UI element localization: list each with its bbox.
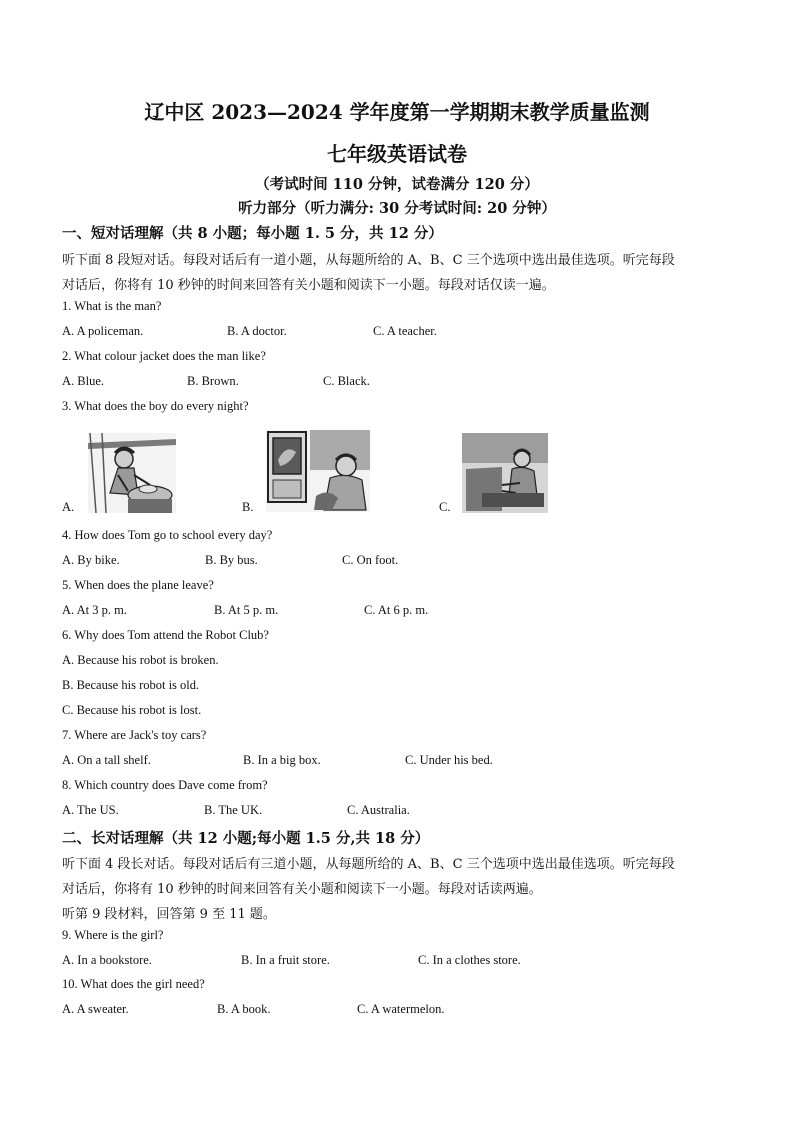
question-6: 6. Why does Tom attend the Robot Club? xyxy=(62,628,269,642)
option-2c: C. Black. xyxy=(323,374,370,388)
option-9c: C. In a clothes store. xyxy=(418,953,521,967)
option-4a: A. By bike. xyxy=(62,553,120,567)
option-9b: B. In a fruit store. xyxy=(241,953,330,967)
section2-heading: 二、长对话理解（共 12 小题;每小题 1.5 分,共 18 分） xyxy=(62,830,430,847)
question-1: 1. What is the man? xyxy=(62,299,162,313)
option-1c: C. A teacher. xyxy=(373,324,437,338)
option-6b: B. Because his robot is old. xyxy=(62,678,200,692)
option-8b: B. The UK. xyxy=(204,803,263,817)
section1-instructions: 对话后，你将有 10 秒钟的时间来回答有关小题和阅读下一小题。每段对话仅读一遍。 xyxy=(62,278,555,293)
exam-info: （考试时间 110 分钟，试卷满分 120 分） xyxy=(255,176,539,193)
section2-instructions: 对话后，你将有 10 秒钟的时间来回答有关小题和阅读下一小题。每段对话读两遍。 xyxy=(62,882,542,897)
question-2: 2. What colour jacket does the man like? xyxy=(62,349,266,363)
option-9a: A. In a bookstore. xyxy=(62,953,152,967)
picture-boy-playing-piano xyxy=(462,433,548,513)
option-8a: A. The US. xyxy=(62,803,119,817)
material-note: 听第 9 段材料，回答第 9 至 11 题。 xyxy=(62,907,276,922)
option-1a: A. A policeman. xyxy=(62,324,144,338)
option-4b: B. By bus. xyxy=(205,553,258,567)
picture-boy-washing-dishes xyxy=(88,433,176,513)
option-1b: B. A doctor. xyxy=(227,324,287,338)
option-6c: C. Because his robot is lost. xyxy=(62,703,202,717)
option-3c: C. xyxy=(439,500,451,514)
option-7b: B. In a big box. xyxy=(243,753,321,767)
option-4c: C. On foot. xyxy=(342,553,399,567)
question-5: 5. When does the plane leave? xyxy=(62,578,214,592)
option-2b: B. Brown. xyxy=(187,374,239,388)
option-5a: A. At 3 p. m. xyxy=(62,603,127,617)
exam-title: 辽中区 2023—2024 学年度第一学期期末教学质量监测 xyxy=(144,100,650,124)
section2-instructions: 听下面 4 段长对话。每段对话后有三道小题，从每题所给的 A、B、C 三个选项中选出最佳选项。听完每段 xyxy=(62,857,675,872)
option-7a: A. On a tall shelf. xyxy=(62,753,151,767)
question-9: 9. Where is the girl? xyxy=(62,928,164,942)
picture-boy-watching-tv xyxy=(266,430,370,512)
option-8c: C. Australia. xyxy=(347,803,410,817)
option-10b: B. A book. xyxy=(217,1002,271,1016)
section1-heading: 一、短对话理解（共 8 小题；每小题 1. 5 分，共 12 分） xyxy=(62,225,443,242)
option-6a: A. Because his robot is broken. xyxy=(62,653,219,667)
option-3b: B. xyxy=(242,500,254,514)
question-7: 7. Where are Jack's toy cars? xyxy=(62,728,207,742)
option-5c: C. At 6 p. m. xyxy=(364,603,429,617)
question-4: 4. How does Tom go to school every day? xyxy=(62,528,273,542)
option-3a: A. xyxy=(62,500,75,514)
option-10c: C. A watermelon. xyxy=(357,1002,445,1016)
option-2a: A. Blue. xyxy=(62,374,105,388)
option-7c: C. Under his bed. xyxy=(405,753,493,767)
question-3: 3. What does the boy do every night? xyxy=(62,399,249,413)
question-8: 8. Which country does Dave come from? xyxy=(62,778,268,792)
listening-info: 听力部分（听力满分: 30 分考试时间: 20 分钟） xyxy=(238,200,556,217)
exam-subtitle: 七年级英语试卷 xyxy=(327,142,467,166)
question-10: 10. What does the girl need? xyxy=(62,977,205,991)
option-5b: B. At 5 p. m. xyxy=(214,603,279,617)
section1-instructions: 听下面 8 段短对话。每段对话后有一道小题，从每题所给的 A、B、C 三个选项中选出最佳选项。听完每段 xyxy=(62,253,675,268)
option-10a: A. A sweater. xyxy=(62,1002,129,1016)
